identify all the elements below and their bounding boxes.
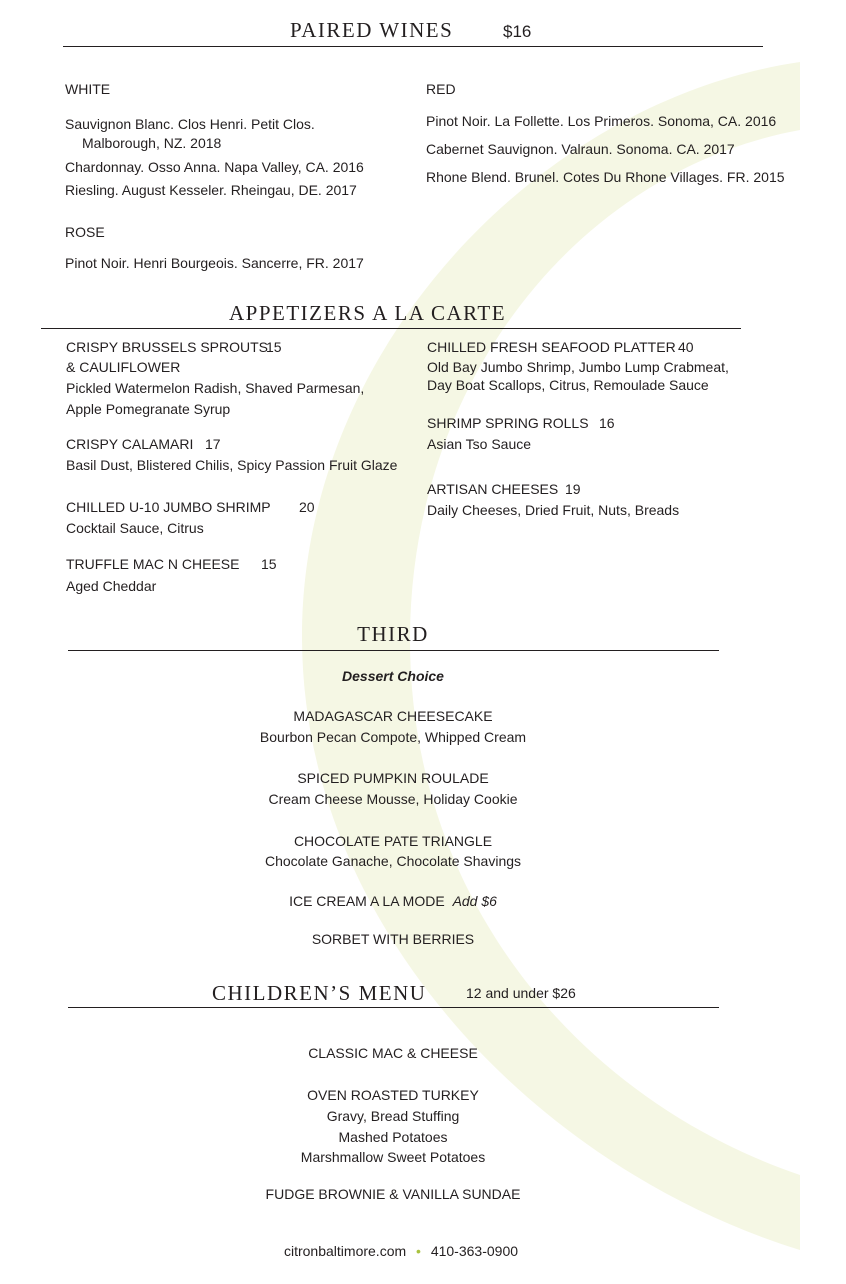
white-wine-1-cont: Malborough, NZ. 2018: [82, 135, 222, 151]
kids-item-name: FUDGE BROWNIE & VANILLA SUNDAE: [265, 1186, 521, 1202]
menu-item-desc: Basil Dust, Blistered Chilis, Spicy Passion Fruit Glaze: [66, 457, 398, 473]
red-wine-3: Rhone Blend. Brunel. Cotes Du Rhone Villages. FR. 2015: [426, 169, 785, 185]
childrens-menu-title: CHILDREN’S MENU: [212, 981, 427, 1005]
dessert-name: SPICED PUMPKIN ROULADE: [297, 770, 489, 786]
menu-item-desc: Asian Tso Sauce: [427, 436, 532, 452]
menu-item-name: CHILLED FRESH SEAFOOD PLATTER: [427, 339, 676, 355]
dessert-ice-cream: [0, 893, 786, 909]
menu-item-name: ARTISAN CHEESES: [427, 481, 559, 497]
dessert-name: MADAGASCAR CHEESECAKE: [293, 708, 493, 724]
third-title: THIRD: [357, 622, 429, 646]
divider: [68, 1007, 719, 1008]
appetizers-title: APPETIZERS A LA CARTE: [229, 301, 507, 325]
menu-item-desc-cont: Apple Pomegranate Syrup: [66, 401, 231, 417]
dessert-name: CHOCOLATE PATE TRIANGLE: [293, 833, 493, 849]
kids-item-name: CLASSIC MAC & CHEESE: [308, 1045, 478, 1061]
red-label: RED: [426, 81, 456, 97]
menu-item-name: SHRIMP SPRING ROLLS: [427, 415, 589, 431]
dessert-desc: Bourbon Pecan Compote, Whipped Cream: [259, 729, 527, 745]
dessert-addon: Add $6: [452, 893, 497, 909]
footer: [0, 1243, 802, 1259]
white-label: WHITE: [65, 81, 111, 97]
website-link[interactable]: citronbaltimore.com: [283, 1243, 407, 1259]
kids-item-desc: Marshmallow Sweet Potatoes: [300, 1149, 486, 1165]
rose-label: ROSE: [65, 224, 105, 240]
dessert-desc: Cream Cheese Mousse, Holiday Cookie: [268, 791, 518, 807]
kids-item-desc: Mashed Potatoes: [338, 1129, 448, 1145]
menu-item-desc: Old Bay Jumbo Shrimp, Jumbo Lump Crabmeat,: [427, 359, 729, 375]
menu-item-price: 20: [299, 499, 315, 515]
menu-item-name: CRISPY BRUSSELS SPROUTS: [66, 339, 269, 355]
menu-item-price: 15: [266, 339, 282, 355]
dessert-name: SORBET WITH BERRIES: [311, 931, 475, 947]
separator-dot: •: [416, 1243, 421, 1259]
menu-item-desc: Aged Cheddar: [66, 578, 157, 594]
menu-item-desc: Cocktail Sauce, Citrus: [66, 520, 204, 536]
dessert-desc: Chocolate Ganache, Chocolate Shavings: [264, 853, 522, 869]
menu-item-price: 19: [565, 481, 581, 497]
kids-item-name: OVEN ROASTED TURKEY: [307, 1087, 479, 1103]
divider: [63, 46, 763, 47]
kids-item-desc: Gravy, Bread Stuffing: [326, 1108, 460, 1124]
white-wine-1: Sauvignon Blanc. Clos Henri. Petit Clos.: [65, 116, 315, 132]
menu-item-name: TRUFFLE MAC N CHEESE: [66, 556, 240, 572]
divider: [41, 328, 741, 329]
red-wine-2: Cabernet Sauvignon. Valraun. Sonoma. CA. 2017: [426, 141, 735, 157]
white-wine-2: Chardonnay. Osso Anna. Napa Valley, CA. 2016: [65, 159, 364, 175]
menu-item-price: 40: [678, 339, 694, 355]
menu-item-price: 17: [205, 436, 221, 452]
dessert-name: ICE CREAM A LA MODE: [289, 893, 445, 909]
menu-item-name: CHILLED U-10 JUMBO SHRIMP: [66, 499, 271, 515]
divider: [68, 650, 719, 651]
menu-item-price: 16: [599, 415, 615, 431]
menu-item-name: CRISPY CALAMARI: [66, 436, 194, 452]
rose-wine-1: Pinot Noir. Henri Bourgeois. Sancerre, FR. 2017: [65, 255, 364, 271]
paired-wines-price: $16: [503, 22, 532, 41]
paired-wines-title: PAIRED WINES: [290, 18, 454, 42]
phone-number[interactable]: 410-363-0900: [430, 1243, 519, 1259]
dessert-subtitle: Dessert Choice: [342, 668, 444, 684]
menu-item-desc: Pickled Watermelon Radish, Shaved Parmesan,: [66, 380, 365, 396]
red-wine-1: Pinot Noir. La Follette. Los Primeros. Sonoma, CA. 2016: [426, 113, 777, 129]
menu-item-desc: Daily Cheeses, Dried Fruit, Nuts, Breads: [427, 502, 680, 518]
menu-item-name-cont: & CAULIFLOWER: [66, 359, 181, 375]
childrens-menu-note: 12 and under $26: [466, 985, 576, 1001]
white-wine-3: Riesling. August Kesseler. Rheingau, DE. 2017: [65, 182, 357, 198]
menu-item-desc-cont: Day Boat Scallops, Citrus, Remoulade Sauce: [427, 377, 709, 393]
menu-item-price: 15: [261, 556, 277, 572]
